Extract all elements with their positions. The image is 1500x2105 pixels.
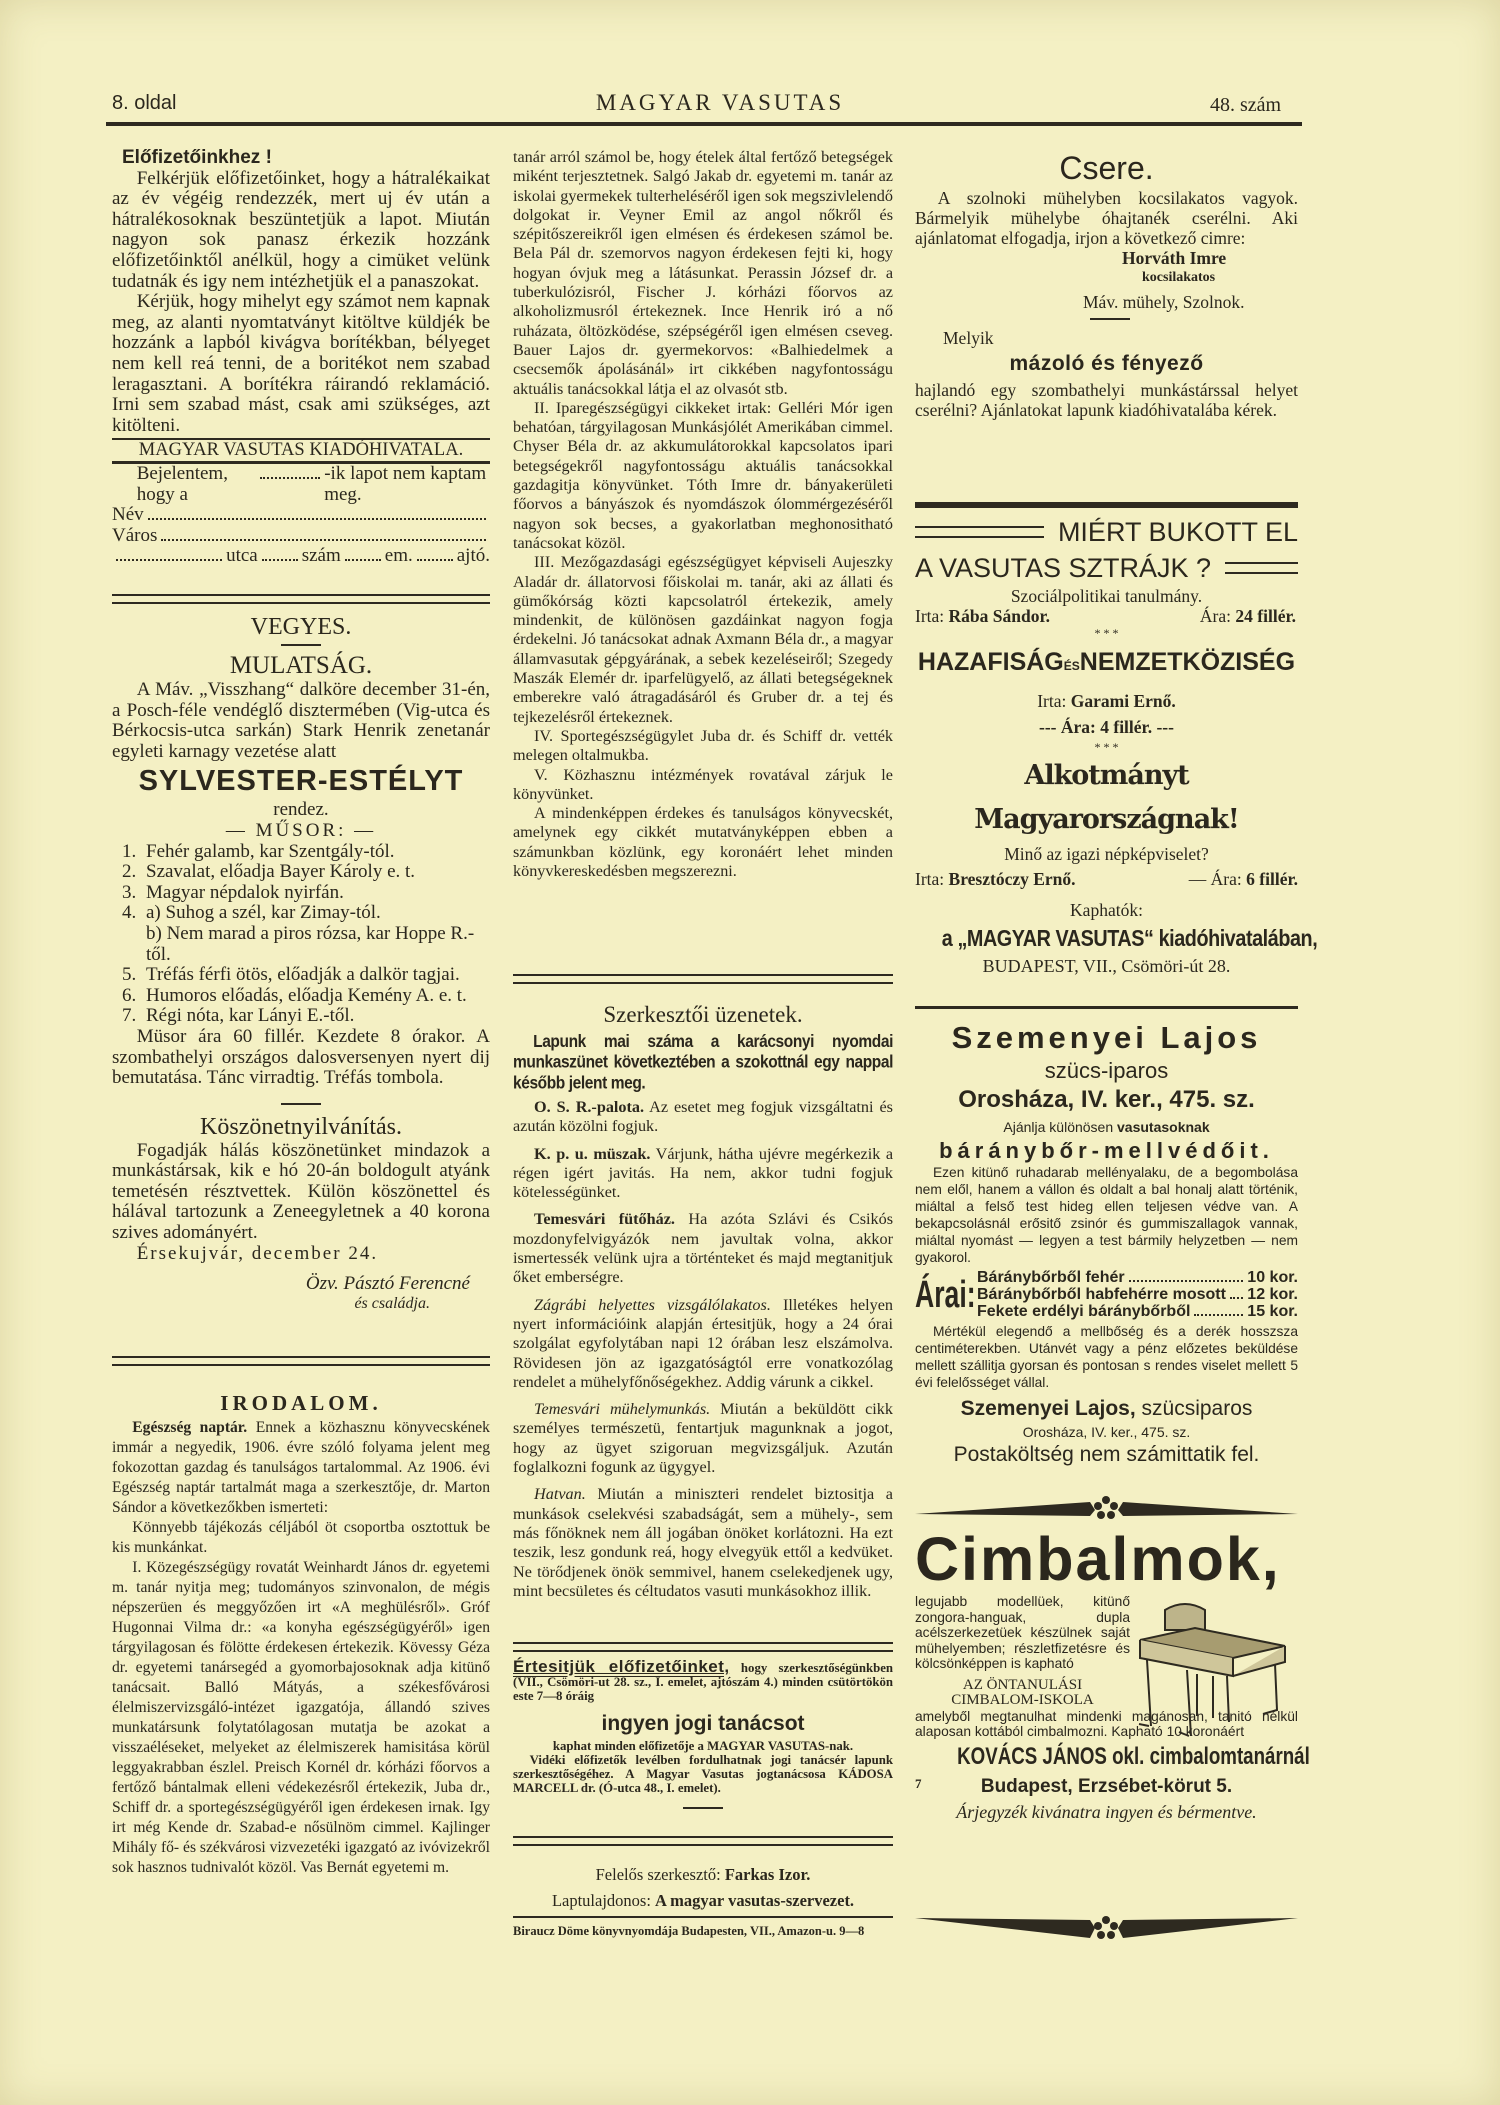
literature-paragraph: III. Mezőgazdasági egészségügyet képviseli Aujeszky Aladár dr. állatorvosi főiskolai m. tanár, aki az állati és gümőkórság közti kapcsolatról értekezik, amely mindenkit, de különösen gazdáinkat nagyon fogja érdekelni. Jó tanácsokat adnak Axmann Béla dr., a magyar államvasutak gépgyárának, a sebek kezeléseiről; Szegedy Maszák Elemér dr. iparfelügyelő, az állati betegségeknek emberekre való átragadásáról és Gruber dr. a tej és tejkezelésről értekeznek. <box>513 553 893 726</box>
price-value: 15 kor. <box>1247 1303 1298 1320</box>
misc-section <box>112 612 490 1313</box>
exchange-question-intro: Melyik <box>943 328 994 348</box>
literature-paragraph: Könnyebb tájékozás céljából öt csoportba osztottuk be kis munkánkat. <box>112 1519 490 1556</box>
price-rows <box>977 1269 1298 1320</box>
thanks-title: Köszönetnyilvánítás. <box>200 1113 402 1140</box>
program-item-number <box>122 924 146 965</box>
book2-title-b: NEMZETKÖZISÉG <box>1079 648 1296 676</box>
book3-author: Bresztóczy Ernő. <box>948 869 1076 889</box>
program-item-number: 4. <box>122 902 137 924</box>
author-label: Irta: <box>1037 691 1067 711</box>
book1-subtitle: Szociálpolitikai tanulmány. <box>1010 586 1203 606</box>
editorial-item <box>513 1400 893 1477</box>
complaint-form <box>112 464 490 567</box>
prices-label: Árai: <box>915 1273 976 1316</box>
form-label-city: Város <box>112 524 158 546</box>
editorial-item <box>513 1145 893 1203</box>
section-divider <box>513 974 893 984</box>
program-item <box>122 903 490 924</box>
price-item: Báránybőrből habfehérre mosott <box>977 1286 1226 1303</box>
book3-price: 6 fillér. <box>1246 869 1298 889</box>
publisher-signature: MAGYAR VASUTAS KIADÓHIVATALA. <box>112 438 490 464</box>
editorial-item-lead: Hatvan. <box>534 1485 586 1504</box>
editorial-title: Szerkesztői üzenetek. <box>603 1002 803 1027</box>
furrier-product: báránybőr-mellvédőit. <box>939 1138 1274 1163</box>
author-label: Irta: <box>915 606 945 626</box>
editorial-notice: Lapunk mai száma a karácsonyi nyomdai munkaszünet következtében a szokottnál egy nappal később jelent meg. <box>513 1032 893 1093</box>
price-dots <box>1230 1297 1243 1299</box>
section-divider <box>112 1356 490 1366</box>
form-field-floor[interactable] <box>345 559 381 561</box>
subscribers-paragraph: Kérjük, hogy mihelyt egy számot nem kapnak meg, az alanti nyomtatványt kitöltve küldjék be hozzánk a lapból kivágva borítékban, bélyeget nem kell reá tenni, de a boritékot nem szabad leragasztani. A borítékra ráirandó reklamáció. Irni sem szabad mást, csak ami szükséges, azt kitölteni. <box>112 291 490 436</box>
furrier-signature-trade: szücsiparos <box>1141 1397 1253 1420</box>
price-list <box>915 1269 1298 1320</box>
ornament-lines <box>915 526 1044 538</box>
program-paragraph: Müsor ára 60 fillér. Kezdete 8 órakor. A szombathelyi országos dalosversenyen nyert dij bemutatása. Tánc virradtig. Tréfás tombola. <box>112 1025 490 1089</box>
book2-price: --- Ára: 4 fillér. --- <box>1039 717 1174 737</box>
section-divider <box>513 1836 893 1846</box>
book1-price: 24 fillér. <box>1235 606 1296 626</box>
form-field-street[interactable] <box>116 559 222 561</box>
price-value: 10 kor. <box>1247 1269 1298 1286</box>
literature-paragraph: tanár arról számol be, hogy ételek által fertőző betegségek miként terjesztetnek. Salgó Jakab dr. egyetemi m. tanár az iskolai gyermekek tulterheléséről igen sok megszivlelendő dolgokat ir. Veyner Emil az angol nőkről és szépitőszereikről igen elmésen és érdekesen számol be. Bela Pál dr. szemorvos nagyon érdekesen fejti ki, hogy hogyan óvjuk meg a látásunkat. Perassin József dr. a tuberkulózisról, Fischer J. kórházi főorvos az alkoholizmusról értekeznek. Ince Henrik iró a nő ruházata, öltözködése, szépségéről igen elmésen cseveg. Bauer Lajos dr. gyermekorvos: «Balhiedelmek a csecsemők ápolásánál» irt cikkében nagyfontosságu aktuális tanácsokkal látja el az olvasót stb. <box>513 148 893 398</box>
furrier-name: Szemenyei Lajos <box>951 1020 1262 1055</box>
form-blank-issue[interactable] <box>260 477 320 479</box>
literature-section <box>112 1388 490 1878</box>
exchange-question-paragraph: hajlandó egy szombathelyi munkástárssal helyet cserélni? Ajánlatokat lapunk kiadóhivatalába kérek. <box>915 380 1298 420</box>
program-item-text: Magyar népdalok nyirfán. <box>146 881 344 903</box>
dash-divider <box>281 1103 321 1105</box>
exchange-ad <box>915 148 1298 420</box>
stars-separator: * * * <box>1094 626 1119 640</box>
legal-advice-notice <box>513 1657 893 1809</box>
form-field-door[interactable] <box>417 559 453 561</box>
ad-number: 7 <box>915 1775 922 1791</box>
section-divider <box>112 594 490 604</box>
program-item-text: b) Nem marad a piros rózsa, kar Hoppe R.-től. <box>146 922 475 965</box>
subscribers-paragraph: Felkérjük előfizetőinket, hogy a hátralékaikat az év végéig rendezzék, mert uj év után a hátralékosoknak beszüntetjük a lapot. Miután nagyon sok panasz érkezik hozzánk előfizetőinktől anélkül, hogy a cimüket velünk tudatnák és igy nem intézhetjük el a panaszokat. <box>112 167 490 292</box>
editorial-item-lead: K. p. u. müszak. <box>534 1144 651 1163</box>
available-address: BUDAPEST, VII., Csömöri-út 28. <box>982 956 1231 976</box>
program-item-number: 1. <box>122 840 137 862</box>
editorial-items <box>513 1098 893 1601</box>
available-label: Kaphatók: <box>1070 900 1143 920</box>
exchange-contact-name: Horváth Imre <box>1122 248 1227 268</box>
cimbalom-title: Cimbalmok, <box>915 1525 1281 1593</box>
editor-label: Felelős szerkesztő: <box>595 1865 721 1884</box>
price-row <box>977 1303 1298 1320</box>
editorial-item-lead: Temesvári mühelymunkás. <box>534 1400 711 1419</box>
cimbalom-paragraph-2: amelyből megtanulhat mindenki magánosan, tanitó nélkül alaposan kottából cimbalmozni. Kapható 10 koronáért <box>915 1708 1298 1739</box>
recommend-target: vasutasoknak <box>1117 1119 1210 1135</box>
cimbalom-address: Budapest, Erzsébet-körut 5. <box>980 1775 1233 1797</box>
masthead-title: MAGYAR VASUTAS <box>595 90 845 115</box>
legal-notice-headline: ingyen jogi tanácsot <box>601 1712 805 1735</box>
recommend-text: Ajánlja különösen <box>1003 1119 1114 1135</box>
author-label: Irta: <box>915 869 945 889</box>
literature-paragraph: I. Közegészségügy rovatát Weinhardt János dr. egyetemi m. tanár nyitja meg; tudományos szinvonalon, de mégis népszerüen és meggyőzően irt «A meghülésről». Gróf Hugonnai Vilma dr.: «a konyha egészségügyéről» igen tárgyilagosan és fölötte érdekesen értekezik. Kövessy Géza dr. egyetemi tanársegéd a gyomorbajosoknak adja kitünő tanácsait. Balló Mátyás, a székesfővárosi élelmiszervizsgáló-intézet igazgatója, állandó szives munkatársunk folytatólagosan mutatja be azokat a visszaéléseket, melyeket az élelmiszerek hamisitása körül leggyakrabban észlel. Preisch Kornél dr. kórházi főorvos a fertőző bántalmak elleni védekezésről értekezik, Juba dr., Schiff dr. a sportegészségügyéről igen érdekesen irnak. Igy irt még Kende dr. Szabad-e nősülnöm cimmel. Kajlinger Mihály fő- és székvárosi vizvezetéki igazgató az ivóvizekről sok hasznos tudnivalót közöl. Vas Bernát egyetemi m. <box>112 1559 490 1876</box>
program-item-number: 2. <box>122 861 137 883</box>
postage-note: Postaköltség nem számittatik fel. <box>953 1443 1260 1466</box>
available-where: a „MAGYAR VASUTAS“ kiadóhivatalában, <box>941 925 1318 951</box>
editorial-section <box>513 998 893 1609</box>
owner-label: Laptulajdonos: <box>551 1891 651 1910</box>
editorial-item <box>513 1210 893 1287</box>
program-item <box>122 883 490 904</box>
editorial-item <box>513 1485 893 1601</box>
exchange-contact-address: Máv. mühely, Szolnok. <box>1083 292 1245 312</box>
editorial-item-text: Ha azóta Szlávi és Csikós mozdonyfelvigyázók nem javultak volna, akkor ismertessék velünk ujra a történteket és majd megtanitjuk őket emberségre. <box>513 1210 893 1287</box>
dash-divider <box>281 644 321 646</box>
editorial-item-text: Az esetet meg fogjuk vizsgáltatni és azután közölni fogjuk. <box>513 1098 893 1136</box>
program-item <box>122 924 490 965</box>
furrier-paragraph: Mértékül elegendő a mellbőség és a derék hosszsza centiméterekben. Utánvét vagy a pénz előzetes beküldése mellett szállitja gyorsan és pontosan s rendes viselet mellett 5 évi felelősséget vállal. <box>915 1324 1298 1390</box>
program-list <box>112 842 490 1027</box>
literature-title: IRODALOM. <box>220 1391 382 1415</box>
editorial-item <box>513 1296 893 1392</box>
exchange-title: Csere. <box>1059 150 1154 186</box>
owner-name: A magyar vasutas-szervezet. <box>655 1891 855 1910</box>
exchange-paragraph: A szolnoki mühelyben kocsilakatos vagyok. Bármelyik mühelybe óhajtanék cserélni. Aki ajánlatomat elfogadja, irjon a következő cimre: <box>915 188 1298 248</box>
stars-separator: * * * <box>1094 740 1119 754</box>
program-item <box>122 986 490 1007</box>
price-label: — Ára: <box>1188 869 1242 889</box>
program-item-number: 5. <box>122 964 137 986</box>
form-field-city[interactable] <box>161 539 486 541</box>
furrier-address: Orosháza, IV. ker., 475. sz. <box>958 1086 1255 1113</box>
school-title-2: CIMBALOM-ISKOLA <box>951 1692 1094 1708</box>
thanks-paragraph: Fogadják hálás köszönetünket mindazok a munkástársak, kik e hó 20-án boldogult atyánk temetésén résztvettek. Külön köszönettel és hálával tartozunk a Zeneegyletnek a 40 korona szives adományért. <box>112 1139 490 1244</box>
form-text: Bejelentem, hogy a <box>136 462 228 505</box>
header-rule <box>106 122 1302 126</box>
editorial-item <box>513 1098 893 1137</box>
issue-number: 48. szám <box>1210 94 1282 116</box>
imprint <box>513 1862 893 1914</box>
program-item-number: 7. <box>122 1005 137 1027</box>
price-item: Fekete erdélyi báránybőrből <box>977 1303 1191 1320</box>
dash-divider <box>683 1807 723 1809</box>
section-divider <box>513 1642 893 1652</box>
exchange-contact-role: kocsilakatos <box>1142 270 1216 285</box>
book3-title: Alkotmányt Magyarországnak! <box>974 760 1239 835</box>
cimbalom-illustration <box>1135 1598 1295 1738</box>
book2-title-conj: ÉS <box>1063 659 1080 673</box>
school-title-1: AZ ÖNTANULÁSI <box>962 1676 1083 1693</box>
imprint-rule <box>513 1916 893 1918</box>
book3-subtitle: Minő az igazi népképviselet? <box>1004 844 1209 864</box>
price-dots <box>1194 1314 1243 1316</box>
legal-notice-lead: Értesitjük előfizetőinket, <box>513 1657 730 1676</box>
thanks-signature: Özv. Pásztó Ferencné <box>305 1273 470 1295</box>
furrier-ad <box>915 1018 1298 1469</box>
cimbalom-paragraph: legujabb modellüek, kitünő zongora-hanguak, dupla acélszerkezetüek készülnek saját mühelyemben; részletfizetésre és kölcsönképpen is kapható <box>915 1594 1130 1671</box>
editorial-item-text: Várjunk, hátha ujévre megérkezik a régen igért javitás. Ha nem, akkor tudni fogjuk kötelességünket. <box>513 1144 894 1202</box>
book2-author: Garami Ernő. <box>1070 691 1176 711</box>
thanks-place-date: Érsekujvár, december 24. <box>136 1242 379 1264</box>
program-item <box>122 965 490 986</box>
form-text: -ik lapot nem kaptam meg. <box>324 462 487 505</box>
thick-rule <box>915 502 1298 508</box>
program-item-text: Régi nóta, kar Lányi E.-től. <box>146 1005 355 1027</box>
furrier-trade: szücs-iparos <box>1044 1058 1169 1083</box>
subscribers-title: Előfizetőinkhez ! <box>122 147 272 168</box>
book1-title-line2: A VASUTAS SZTRÁJK ? <box>915 553 1212 583</box>
program-title: — MŰSOR: — <box>225 819 377 841</box>
legal-notice-paragraph: Vidéki előfizetők levélben fordulhatnak jogi tanácsér lapunk szerkesztőségéhez. A Magyar Vasutas jogtanácsosa KÁDOSA MARCELL dr. (Ó-utca 48., I. emelet). <box>513 1753 893 1795</box>
furrier-paragraph: Ezen kitünő ruhadarab mellényalaku, de a begombolása nem elől, hanem a vállon és oldalt a bal honalj alatt történik, miáltal a felső test hideg ellen teljesen védve van. A bekapcsolásnál erősitő zsinór és gummiszallagok vannak, miáltal nyomást — legyen a test bármily helyzetben — nem gyakorol. <box>915 1165 1298 1265</box>
editorial-item-lead: Temesvári fütőház. <box>534 1210 675 1229</box>
cimbalom-seller: KOVÁCS JÁNOS okl. cimbalomtanárnál <box>957 1742 1310 1770</box>
flower-ornament-bottom <box>915 1912 1298 1942</box>
literature-paragraph: Ennek a közhasznu könyvecskének immár a negyedik, 1906. évre szóló folyama jelent meg fokozottan gazdag és tanulságos tartalommal. Az 1906. évi Egészség naptár tartalmát maga a szerkesztője, dr. Marton Sándor a következőkben ismerteti: <box>112 1419 490 1516</box>
book1-author: Rába Sándor. <box>948 606 1051 626</box>
event-paragraph: A Máv. „Visszhang“ dalköre december 31-én, a Posch-féle vendéglő disztermében (Vig-utca és Bérkocsis-utca sarkán) Stark Henrik zenetanár egyleti karnagy vezetése alatt <box>112 679 490 762</box>
event-verb: rendez. <box>273 799 329 821</box>
price-row <box>977 1286 1298 1303</box>
price-dots <box>1129 1280 1244 1282</box>
catalog-note: Árjegyzék kivánatra ingyen és bérmentve. <box>956 1801 1257 1822</box>
editorial-item-lead: O. S. R.-palota. <box>534 1098 645 1116</box>
editorial-item-text: Miután a beküldött cikk személyes természetü, fentartjuk magunknak a jogot, hogy az ügyet szigoruan megvizsgáljuk. Azután foglalkozni fogunk az ügygyel. <box>513 1400 893 1477</box>
exchange-question-trade: mázoló és fényező <box>1009 352 1204 375</box>
price-label: Ára: <box>1199 606 1232 626</box>
event-name: SYLVESTER-ESTÉLYT <box>138 765 464 798</box>
literature-paragraph: IV. Sportegészségügylet Juba dr. és Schiff dr. vették melegen oltalmukba. <box>513 726 893 765</box>
subscribers-notice <box>112 148 490 567</box>
book2-title-a: HAZAFISÁG <box>917 648 1064 676</box>
program-item-text: a) Suhog a szél, kar Zimay-tól. <box>146 902 381 924</box>
editorial-item-lead: Zágrábi helyettes vizsgálólakatos. <box>534 1295 771 1314</box>
program-item-text: Szavalat, előadja Bayer Károly e. t. <box>146 861 416 883</box>
literature-continued <box>513 148 893 881</box>
form-field-name[interactable] <box>148 518 486 520</box>
program-item-text: Fehér galamb, kar Szentgály-tól. <box>146 840 395 862</box>
legal-notice-text: hogy szerkesztőségünkben (VII., Csömöri-ut 28. sz., I. emelet, ajtószám 4.) minden csütörtökön este 7—8 óráig <box>513 1661 893 1703</box>
price-value: 12 kor. <box>1247 1286 1298 1303</box>
literature-paragraph: V. Közhasznu intézmények rovatával zárjuk le könyvünket. <box>513 765 893 803</box>
legal-notice-line: kaphat minden előfizetője a MAGYAR VASUTAS-nak. <box>552 1739 854 1753</box>
editorial-item-text: Miután a miniszteri rendelet biztositja a munkások cselekvési szabadságát, sem a mühely-, sem más főnöknek nem áll jogában önöket korlátozni. Ha ezt teszik, lesz gondunk reá, hogy elvegyük ettől a kedvüket. Ne törődjenek önök semmivel, hanem cselekedjenek ugy, mint becsületes és céltudatos vasuti munkásokhoz illik. <box>513 1485 893 1600</box>
books-ad <box>915 514 1318 976</box>
dash-divider <box>1090 318 1130 320</box>
program-item <box>122 862 490 883</box>
flower-ornament-top <box>915 1492 1298 1522</box>
program-item-text: Tréfás férfi ötös, előadják a dalkör tagjai. <box>146 964 460 986</box>
form-label-floor: em. <box>384 545 413 567</box>
program-item <box>122 842 490 863</box>
furrier-signature-address: Orosháza, IV. ker., 475. sz. <box>1022 1424 1191 1440</box>
program-item-number: 3. <box>122 881 137 903</box>
book1-title-line1: MIÉRT BUKOTT EL <box>1057 517 1298 547</box>
section-rule <box>915 1006 1298 1009</box>
program-item <box>122 1006 490 1027</box>
literature-paragraph: A mindenképpen érdekes és tanulságos könyvecskét, amelynek egy cikkét mutatványképpen ebben a számunkban közlünk, egy koronáért lehet minden könyvkereskedésben megszerezni. <box>513 804 893 880</box>
program-item-text: Humoros előadás, előadja Kemény A. e. t. <box>146 984 467 1006</box>
form-field-number[interactable] <box>262 559 298 561</box>
form-label-number: szám <box>301 545 341 567</box>
misc-title: VEGYES. <box>250 614 352 640</box>
furrier-signature-name: Szemenyei Lajos, <box>960 1397 1136 1420</box>
form-label-name: Név <box>112 504 144 526</box>
thanks-signature-family: és családja. <box>354 1294 430 1312</box>
book-title: Egészség naptár. <box>132 1419 248 1436</box>
editorial-item-text: Illetékes helyen nyert információink alapján értesitjük, hogy a 24 órai szolgálat egyfolytában napi 12 órában lesz elszámolva. Rövidesen jön az igazgatóságtól erre vonatkozólag rendelet a mühelyfőnőségekhez. Addig várunk a cikkel. <box>513 1295 894 1391</box>
literature-paragraph: II. Iparegészségügyi cikkeket irtak: Gelléri Mór igen behatóan, tárgyilagosan Munkásjólét Amerikában cimmel. Chyser Béla dr. az akkumulátorokkal kapcsolatos ipari betegségekről nagyfontosságu aktuális tanácsokkal gazdagitja könyvünket. Tóth Imre dr. bányakerületi főorvos a bányászok és nyomdászok ólommérgezéséről nagyon sok becses, a gyakorlatban meghonositható tanácsokat közöl. <box>513 398 893 552</box>
form-label-door: ajtó. <box>456 545 490 567</box>
ornament-lines <box>1225 562 1298 574</box>
editor-name: Farkas Izor. <box>724 1865 811 1884</box>
event-title: MULATSÁG. <box>229 652 373 679</box>
printer-line: Biraucz Döme könyvnyomdája Budapesten, VII., Amazon-u. 9—8 <box>513 1924 865 1938</box>
price-row <box>977 1269 1298 1286</box>
form-label-street: utca <box>226 545 258 567</box>
price-item: Báránybőrből fehér <box>977 1269 1125 1286</box>
page-number: 8. oldal <box>112 92 177 114</box>
program-item-number: 6. <box>122 984 137 1006</box>
